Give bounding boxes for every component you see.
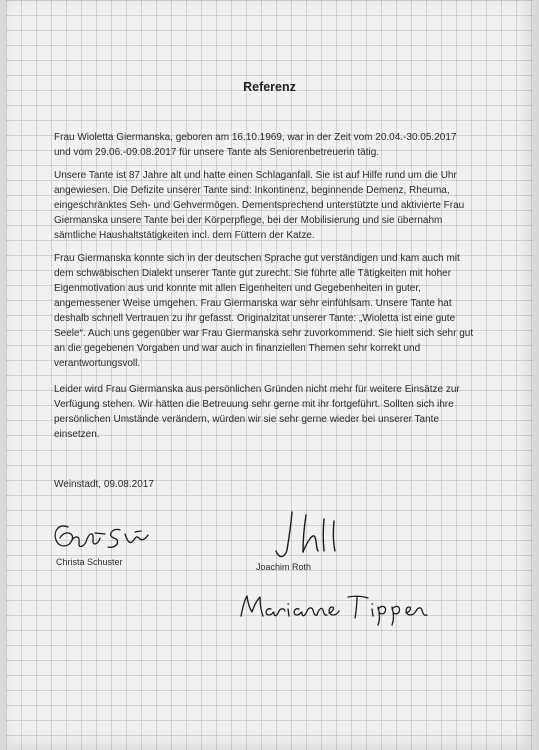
paragraph-assessment: Frau Giermanska konnte sich in der deutschen Sprache gut verständigen und kam auch mit dem schwäbischen Dialekt unserer Tante gut zurecht. Sie führte alle Tätigkeiten mit hoher Eigenmotivation aus und konnte mit allen Eigenheiten und Gegebenheiten in guter, angemessener Weise umgehen. Frau Giermanska war sehr einfühlsam. Unsere Tante hat deshalb schnell Vertrauen zu ihr gefasst. Originalzitat unserer Tante: „Wioletta ist eine gute Seele“. Auch uns gegenüber war Frau Giermanska sehr zuvorkommend. Sie hielt sich sehr gut an die gegebenen Vorgaben und war auch in finanziellen Themen sehr korrekt und verantwortungsvoll. — [54, 253, 474, 369]
signature-marianne-tippen — [236, 590, 436, 626]
signature-christa-schuster — [50, 518, 160, 558]
paragraph-care-duties: Unsere Tante ist 87 Jahre alt und hatte einen Schlaganfall. Sie ist auf Hilfe rund um die Uhr angewiesen. Die Defizite unserer Tante sind: Inkontinenz, beginnende Demenz, Rheuma, eingeschränktes Seh- und Gehvermögen. Dementsprechend unterstützte und aktivierte Frau Giermanska unsere Tante bei der Körperpflege, bei der Mobilisierung und sie übernahm sämtliche Haushaltstätigkeiten incl. dem Füttern der Katze. — [54, 170, 465, 241]
document-title: Referenz — [243, 80, 296, 94]
place-and-date: Weinstadt, 09.08.2017 — [54, 479, 154, 490]
signature-joachim-roth — [266, 506, 352, 564]
paragraph-employment-period: Frau Wioletta Giermanska, geboren am 16.10.1969, war in der Zeit vom 20.04.-30.05.2017 und vom 29.06.-09.08.2017 für unsere Tante als Seniorenbetreuerin tätig. — [54, 132, 457, 158]
paragraph-closing: Leider wird Frau Giermanska aus persönlichen Gründen nicht mehr für weitere Einsätze zur Verfügung stehen. Wir hätten die Betreuung sehr gerne mit ihr fortgeführt. Sollten sich ihre persönlichen Umstände verändern, würden wir sie sehr gerne wieder bei unserer Tante einsetzen. — [54, 384, 460, 440]
signer-name-joachim-roth: Joachim Roth — [256, 562, 312, 572]
grid-paper-sheet — [6, 0, 533, 750]
signer-name-christa-schuster: Christa Schuster — [56, 557, 123, 567]
